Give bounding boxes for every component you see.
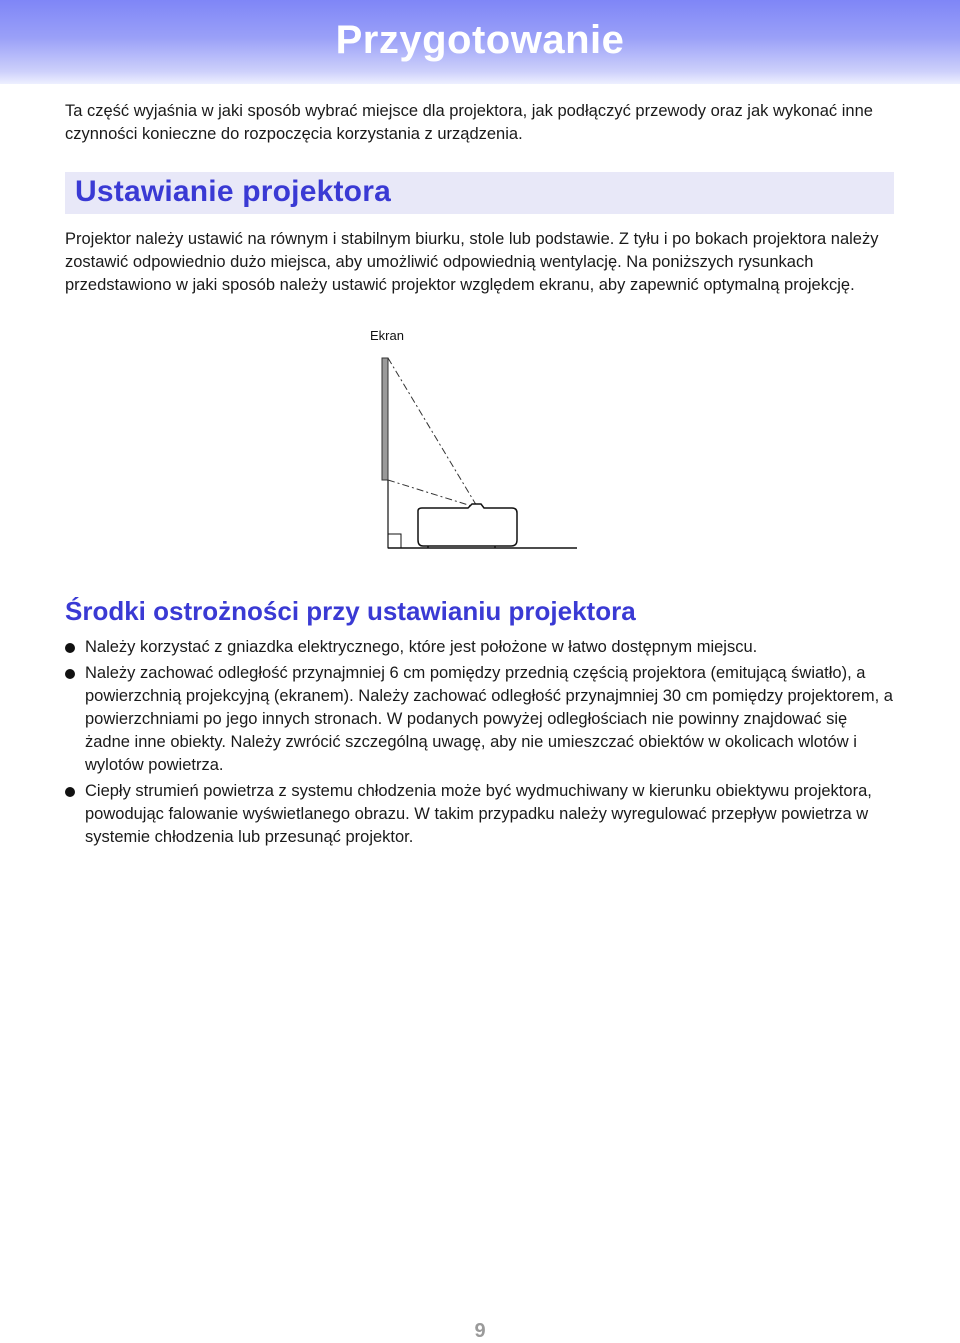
- page-title: Przygotowanie: [335, 18, 625, 62]
- bullet-icon: [65, 669, 75, 679]
- precautions-title: Środki ostrożności przy ustawianiu projektora: [65, 596, 636, 626]
- intro-paragraph: Ta część wyjaśnia w jaki sposób wybrać miejsce dla projektora, jak podłączyć przewody oraz jak wykonać inne czynności konieczne do rozpoczęcia korzystania z urządzenia.: [65, 102, 873, 143]
- bullet-icon: [65, 643, 75, 653]
- header-band: [0, 0, 960, 84]
- list-item-text: Należy zachować odległość przynajmniej 6 cm pomiędzy przednią częścią projektora (emitującą światło), a powierzchnią projekcyjną (ekranem). Należy zachować odległość przynajmniej 30 cm pomiędzy projektorem, a powierzchniami po jego innych stronach. W podanych powyżej odległościach nie powinny znajdować się żadne inne obiekty. Należy zwrócić szczególną uwagę, aby nie umieszczać obiektów w okolicach wlotów i wylotów powietrza.: [85, 664, 893, 774]
- projection-ray-top: [388, 358, 478, 508]
- list-item: [65, 780, 895, 849]
- projector-body: [418, 504, 517, 546]
- list-item: [65, 636, 895, 659]
- list-item: [65, 662, 895, 777]
- right-angle-marker: [388, 534, 401, 548]
- section-heading-box: [65, 172, 894, 214]
- list-item-text: Ciepły strumień powietrza z systemu chłodzenia może być wydmuchiwany w kierunku obiektywu projektora, powodując falowanie wyświetlanego obrazu. W takim przypadku należy wyregulować przepływ powietrza w systemie chłodzenia lub przesunąć projektor.: [85, 782, 872, 846]
- list-item-text: Należy korzystać z gniazdka elektrycznego, które jest położone w łatwo dostępnym miejscu.: [85, 638, 758, 656]
- precautions-list: [65, 636, 895, 852]
- page-number: 9: [474, 1320, 486, 1342]
- section-title: Ustawianie projektora: [75, 175, 391, 208]
- bullet-icon: [65, 787, 75, 797]
- screen-panel: [382, 358, 388, 480]
- placement-paragraph: Projektor należy ustawić na równym i stabilnym biurku, stole lub podstawie. Z tyłu i po bokach projektora należy zostawić odpowiednio dużo miejsca, aby umożliwić odpowiednią wentylację. Na poniższych rysunkach przedstawiono w jaki sposób należy ustawić projektor względem ekranu, aby zapewnić optymalną projekcję.: [65, 230, 879, 294]
- projection-ray-bottom: [388, 480, 478, 508]
- projector-placement-diagram: [360, 326, 590, 558]
- screen-label: Ekran: [370, 328, 404, 343]
